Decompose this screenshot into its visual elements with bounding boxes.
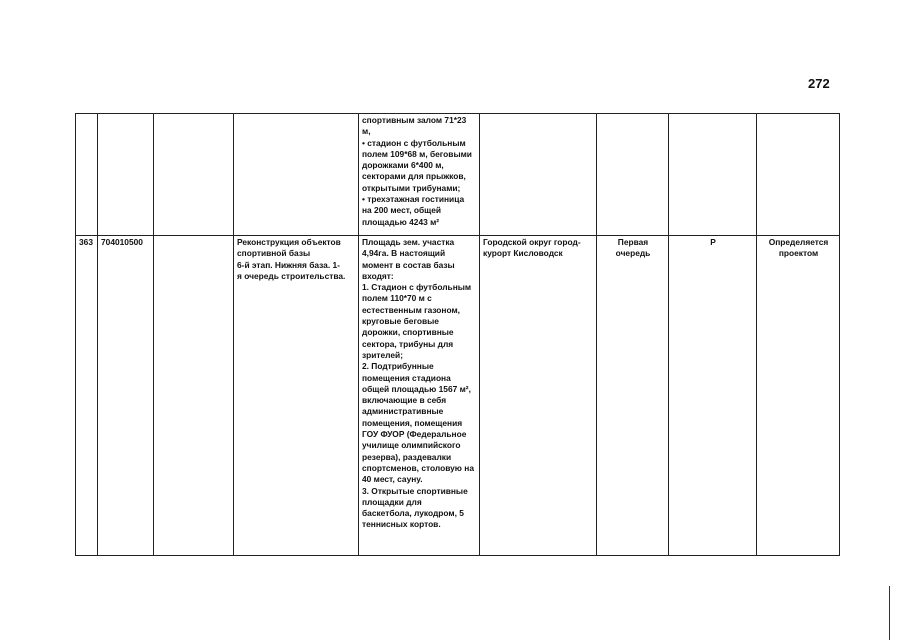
objects-table: [75, 113, 840, 556]
scan-edge-line: [889, 586, 890, 640]
cell-cost: Определяется проектом: [757, 236, 840, 556]
cell-location: Городской округ город- курорт Кисловодск: [480, 236, 597, 556]
cell-empty: [154, 114, 234, 236]
table-row: [76, 114, 840, 236]
cell-status: Р: [669, 236, 757, 556]
cell-number: 363: [76, 236, 98, 556]
cell-cost: [757, 114, 840, 236]
cell-name: [234, 114, 359, 236]
cell-number: [76, 114, 98, 236]
cell-description: Площадь зем. участка 4,94га. В настоящий момент в состав базы входят: 1. Стадион с футбольным полем 110*70 м с естественным газоном, круговые беговые дорожки, спортивные сектора, трибуны для зрителей; 2. Подтрибунные помещения стадиона общей площадью 1567 м², включающие в себя административные помещения, помещения ГОУ ФУОР (Федеральное училище олимпийского резерва), раздевалки спортсменов, столовую на 40 мест, сауну. 3. Открытые спортивные площадки для баскетбола, лукодром, 5 теннисных кортов.: [359, 236, 480, 556]
cell-stage: [597, 114, 669, 236]
page-number: 272: [808, 76, 830, 91]
cell-empty: [154, 236, 234, 556]
cell-status: [669, 114, 757, 236]
cell-location: [480, 114, 597, 236]
cell-code: [98, 114, 154, 236]
table-row: [76, 236, 840, 556]
cell-description: спортивным залом 71*23 м, • стадион с футбольным полем 109*68 м, беговыми дорожками 6*400 м, секторами для прыжков, открытыми трибунами; • трехэтажная гостиница на 200 мест, общей площадью 4243 м²: [359, 114, 480, 236]
cell-name: Реконструкция объектов спортивной базы 6-й этап. Нижняя база. 1- я очередь строительства.: [234, 236, 359, 556]
cell-stage: Первая очередь: [597, 236, 669, 556]
cell-code: 704010500: [98, 236, 154, 556]
